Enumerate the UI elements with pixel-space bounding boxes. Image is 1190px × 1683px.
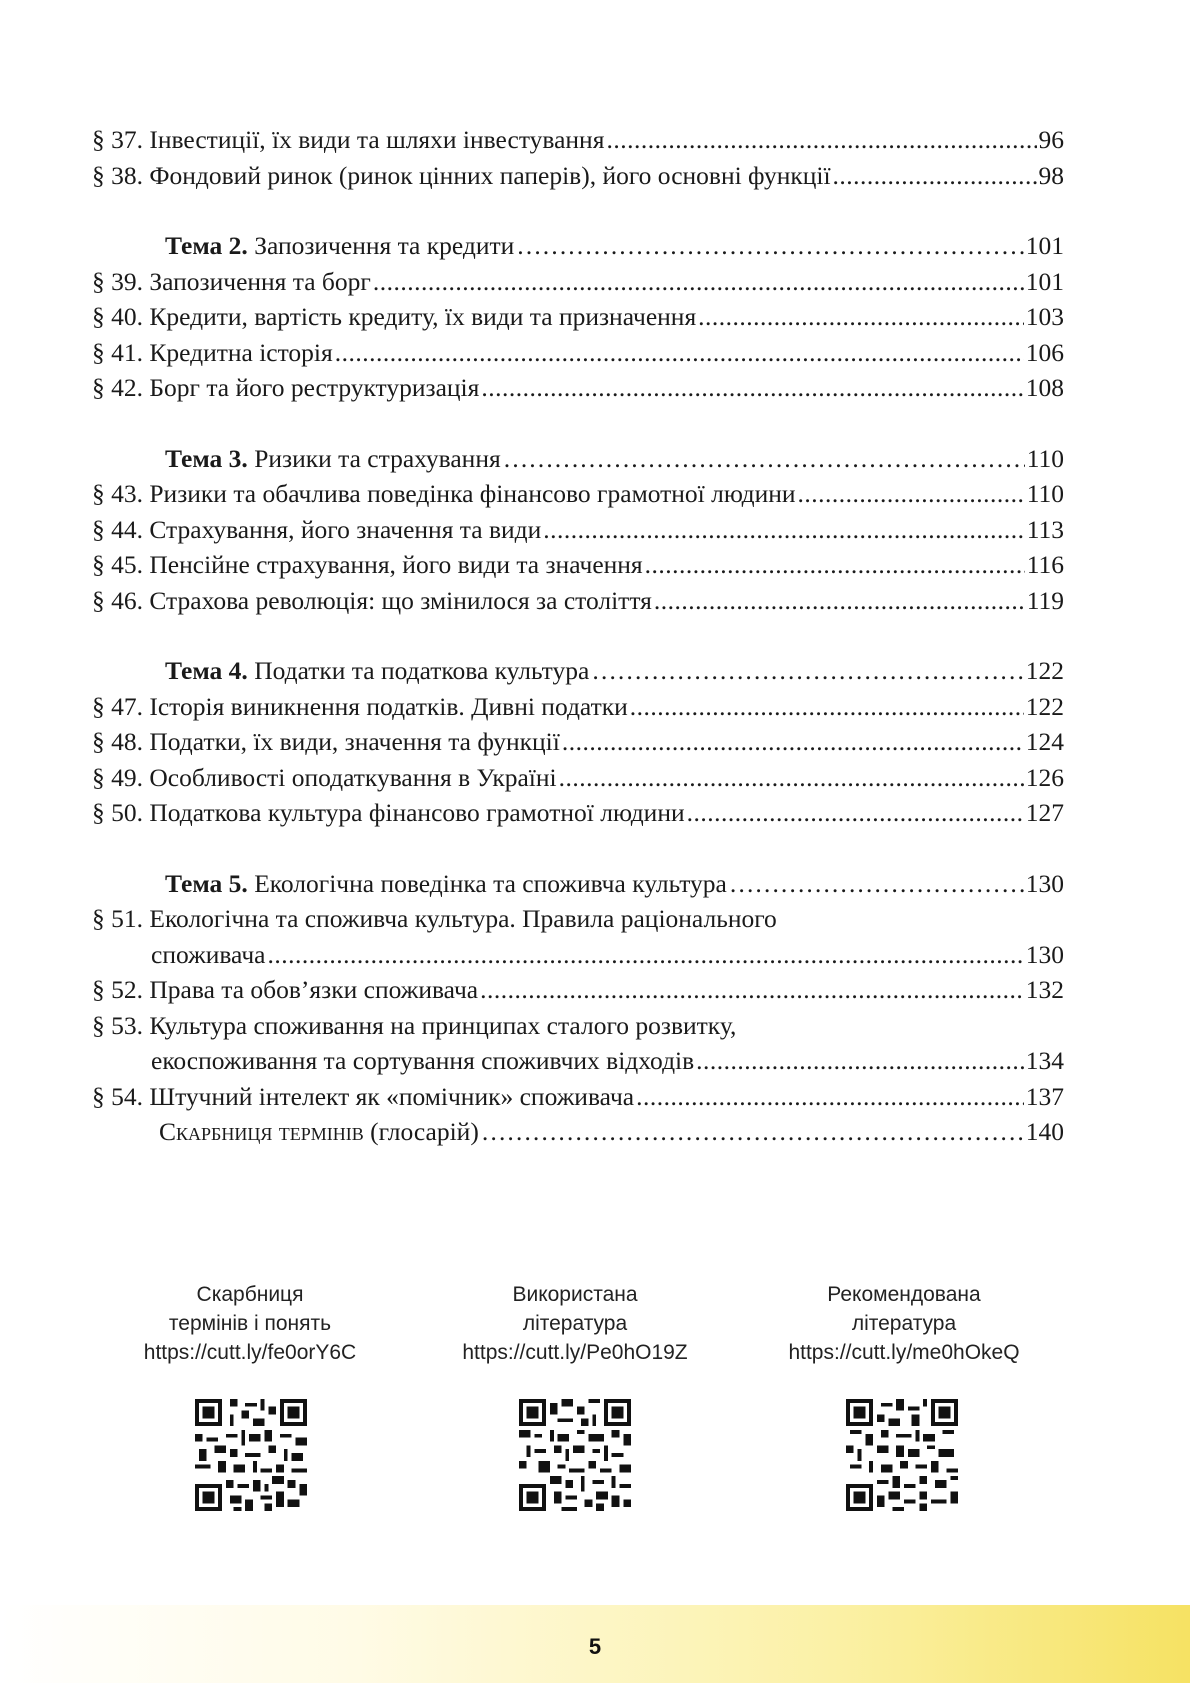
toc-label: споживача bbox=[151, 939, 266, 969]
toc-label: § 46. Страхова революція: що змінилося за століття bbox=[92, 585, 652, 615]
leader-dots bbox=[729, 866, 1024, 902]
leader-dots bbox=[698, 299, 1024, 335]
toc-entry-49[interactable] bbox=[92, 760, 1064, 796]
leader-dots bbox=[654, 583, 1025, 619]
toc-label: § 39. Запозичення та борг bbox=[92, 266, 371, 296]
toc-topic-label bbox=[165, 228, 514, 264]
toc-page: 110 bbox=[1026, 443, 1064, 473]
topic-prefix: Тема 2. bbox=[165, 231, 248, 260]
toc-label: § 43. Ризики та обачлива поведінка фінансово грамотної людини bbox=[92, 479, 796, 508]
toc-entry-44[interactable] bbox=[92, 512, 1064, 548]
toc-page: 140 bbox=[1025, 1117, 1064, 1146]
toc-entry-53-line2[interactable] bbox=[92, 1043, 1064, 1079]
toc-entry-53-line1[interactable] bbox=[92, 1008, 1064, 1044]
toc-entry-38[interactable] bbox=[92, 158, 1064, 194]
leader-dots bbox=[335, 335, 1024, 371]
toc-topic-label bbox=[165, 441, 501, 477]
leader-dots bbox=[696, 1043, 1024, 1079]
toc-page: 130 bbox=[1025, 868, 1064, 898]
qr-code-icon[interactable] bbox=[846, 1399, 958, 1511]
toc-entry-45[interactable] bbox=[92, 547, 1064, 583]
toc-page: 110 bbox=[1026, 479, 1064, 508]
table-of-contents bbox=[92, 122, 1064, 1150]
glossary-suffix: (глосарій) bbox=[370, 1117, 479, 1146]
toc-label: § 40. Кредити, вартість кредиту, їх види та призначення bbox=[92, 302, 697, 331]
toc-label: § 41. Кредитна історія bbox=[92, 337, 333, 367]
toc-page: 122 bbox=[1025, 691, 1064, 721]
resource-links bbox=[0, 1280, 1190, 1530]
toc-topic-4[interactable] bbox=[92, 653, 1064, 689]
resource-recommended-literature bbox=[754, 1280, 1054, 1367]
leader-dots bbox=[645, 547, 1025, 583]
leader-dots bbox=[562, 724, 1024, 760]
leader-dots bbox=[481, 370, 1023, 406]
toc-label: § 53. Культура споживання на принципах сталого розвитку, bbox=[92, 1010, 737, 1040]
toc-page: 101 bbox=[1025, 266, 1064, 296]
toc-page: 113 bbox=[1026, 514, 1064, 544]
toc-topic-label bbox=[165, 866, 727, 902]
toc-page: 106 bbox=[1025, 337, 1064, 367]
leader-dots bbox=[559, 760, 1024, 796]
toc-entry-glossary[interactable] bbox=[92, 1114, 1064, 1150]
resource-title-line2: література bbox=[522, 1312, 628, 1335]
toc-label: § 44. Страхування, його значення та види bbox=[92, 514, 542, 544]
toc-page: 101 bbox=[1025, 231, 1064, 260]
toc-entry-48[interactable] bbox=[92, 724, 1064, 760]
toc-page: 116 bbox=[1026, 550, 1064, 579]
toc-entry-42[interactable] bbox=[92, 370, 1064, 406]
resource-url[interactable]: https://cutt.ly/fe0orY6C bbox=[143, 1341, 357, 1364]
leader-dots bbox=[543, 512, 1024, 548]
toc-label: § 51. Екологічна та споживча культура. Правила раціонального bbox=[92, 904, 777, 933]
toc-entry-54[interactable] bbox=[92, 1079, 1064, 1115]
topic-prefix: Тема 3. bbox=[165, 443, 248, 473]
resource-url[interactable]: https://cutt.ly/Pe0hO19Z bbox=[462, 1341, 688, 1364]
toc-topic-3[interactable] bbox=[92, 441, 1064, 477]
resource-title-line2: література bbox=[851, 1312, 957, 1335]
toc-label: § 42. Борг та його реструктуризація bbox=[92, 373, 480, 402]
topic-prefix: Тема 4. bbox=[165, 656, 248, 685]
leader-dots bbox=[481, 1114, 1024, 1150]
leader-dots bbox=[687, 795, 1024, 831]
leader-dots bbox=[373, 264, 1024, 300]
toc-entry-50[interactable] bbox=[92, 795, 1064, 831]
leader-dots bbox=[606, 122, 1036, 158]
toc-page: 134 bbox=[1025, 1046, 1064, 1075]
toc-label: екоспоживання та сортування споживчих відходів bbox=[151, 1046, 695, 1075]
toc-label: § 48. Податки, їх види, значення та функції bbox=[92, 727, 560, 756]
toc-page: 96 bbox=[1038, 125, 1064, 154]
toc-label: § 50. Податкова культура фінансово грамотної людини bbox=[92, 798, 685, 827]
qr-code-icon[interactable] bbox=[519, 1399, 631, 1511]
toc-label: § 47. Історія виникнення податків. Дивні податки bbox=[92, 691, 628, 721]
toc-label: § 38. Фондовий ринок (ринок цінних паперів), його основні функції bbox=[92, 160, 831, 190]
toc-page: 98 bbox=[1038, 160, 1064, 190]
toc-entry-46[interactable] bbox=[92, 583, 1064, 619]
leader-dots bbox=[516, 228, 1023, 264]
toc-entry-37[interactable] bbox=[92, 122, 1064, 158]
toc-label: § 45. Пенсійне страхування, його види та значення bbox=[92, 550, 643, 579]
leader-dots bbox=[503, 441, 1025, 477]
toc-page: 103 bbox=[1025, 302, 1064, 331]
toc-page: 122 bbox=[1025, 656, 1064, 685]
toc-topic-label bbox=[165, 653, 589, 689]
toc-entry-40[interactable] bbox=[92, 299, 1064, 335]
toc-entry-51-line2[interactable] bbox=[92, 937, 1064, 973]
toc-label: § 52. Права та обов’язки споживача bbox=[92, 975, 479, 1004]
leader-dots bbox=[636, 1079, 1024, 1115]
toc-page: 119 bbox=[1026, 585, 1064, 615]
topic-title: Екологічна поведінка та споживча культура bbox=[254, 868, 727, 898]
toc-page: 132 bbox=[1025, 975, 1064, 1004]
resource-title-line2: термінів і понять bbox=[168, 1312, 332, 1335]
topic-title: Ризики та страхування bbox=[254, 443, 501, 473]
toc-entry-43[interactable] bbox=[92, 476, 1064, 512]
toc-entry-47[interactable] bbox=[92, 689, 1064, 725]
toc-entry-39[interactable] bbox=[92, 264, 1064, 300]
leader-dots bbox=[833, 158, 1037, 194]
topic-title: Податки та податкова культура bbox=[254, 656, 590, 685]
toc-label: § 49. Особливості оподаткування в Україні bbox=[92, 762, 557, 792]
toc-page: 126 bbox=[1025, 762, 1064, 792]
toc-label: § 37. Інвестиції, їх види та шляхи інвестування bbox=[92, 125, 605, 154]
resource-url[interactable]: https://cutt.ly/me0hOkeQ bbox=[788, 1341, 1020, 1364]
resource-title-line1: Використана bbox=[512, 1283, 638, 1306]
topic-prefix: Тема 5. bbox=[165, 868, 248, 898]
topic-title: Запозичення та кредити bbox=[254, 231, 515, 260]
resource-used-literature bbox=[425, 1280, 725, 1367]
page-number: 5 bbox=[588, 1634, 602, 1659]
resource-glossary bbox=[100, 1280, 400, 1367]
leader-dots bbox=[630, 689, 1024, 725]
toc-page: 127 bbox=[1025, 798, 1064, 827]
toc-label bbox=[159, 1114, 479, 1150]
toc-label: § 54. Штучний інтелект як «помічник» споживача bbox=[92, 1081, 635, 1111]
glossary-title: Скарбниця термінів bbox=[159, 1117, 364, 1146]
toc-entry-51-line1[interactable] bbox=[92, 901, 1064, 937]
toc-entry-41[interactable] bbox=[92, 335, 1064, 371]
toc-page: 124 bbox=[1025, 727, 1064, 756]
leader-dots bbox=[480, 972, 1024, 1008]
toc-topic-5[interactable] bbox=[92, 866, 1064, 902]
resource-title-line1: Скарбниця bbox=[196, 1283, 304, 1306]
toc-page: 108 bbox=[1025, 373, 1064, 402]
leader-dots bbox=[591, 653, 1023, 689]
toc-topic-2[interactable] bbox=[92, 228, 1064, 264]
leader-dots bbox=[798, 476, 1025, 512]
qr-code-icon[interactable] bbox=[195, 1399, 307, 1511]
toc-page: 130 bbox=[1025, 939, 1064, 969]
toc-entry-52[interactable] bbox=[92, 972, 1064, 1008]
leader-dots bbox=[268, 937, 1024, 973]
toc-page: 137 bbox=[1025, 1081, 1064, 1111]
resource-title-line1: Рекомендована bbox=[827, 1283, 981, 1306]
